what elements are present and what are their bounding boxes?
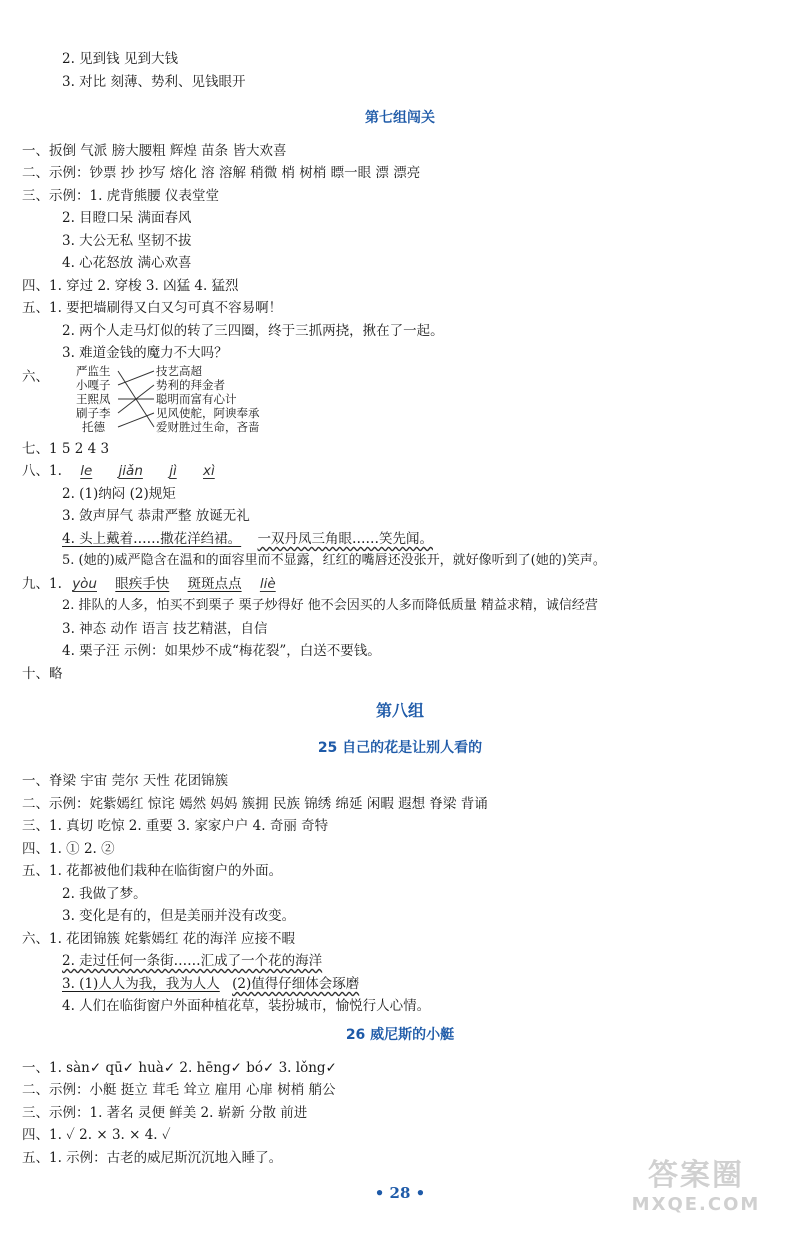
answer-line: 十、略 <box>22 666 63 682</box>
lesson-heading: 26 威尼斯的小艇 <box>345 1027 455 1043</box>
answer-line: 4. 人们在临街窗户外面种植花草，装扮城市，愉悦行人心情。 <box>62 998 431 1014</box>
match-left-item: 托德 <box>82 420 105 434</box>
answer-line: 三、1. 真切 吃惊 2. 重要 3. 家家户户 4. 奇丽 奇特 <box>22 818 329 834</box>
match-left-item: 王熙凤 <box>76 392 111 406</box>
answer-line: 4. 心花怒放 满心欢喜 <box>62 255 192 271</box>
answer-line: 二、示例：姹紫嫣红 惊诧 嫣然 妈妈 簇拥 民族 锦绣 绵延 闲暇 遐想 脊梁 背诵 <box>22 796 488 812</box>
underlined-text: 3. (1)人人为我，我为人人 <box>62 976 220 992</box>
answer-line: 3. 变化是有的，但是美丽并没有改变。 <box>62 908 296 924</box>
site-watermark <box>606 1150 786 1226</box>
watermark-text: 答案圈 <box>648 1158 744 1193</box>
answer-line: 2. 两个人走马灯似的转了三四圈，终于三抓两挠，揪在了一起。 <box>62 323 444 339</box>
item-prefix: 八、1. <box>22 463 62 479</box>
answer-line: 七、1 5 2 4 3 <box>22 441 110 457</box>
answer-line <box>22 575 276 593</box>
pinyin-answer: xì <box>203 463 215 479</box>
wavy-underlined-text: 一双丹凤三角眼……笑先闻。 <box>257 531 433 547</box>
group-heading: 第八组 <box>375 701 424 720</box>
answer-line: 一、1. sàn✓ qū✓ huà✓ 2. hēng✓ bó✓ 3. lǒng✓ <box>22 1060 337 1076</box>
watermark-text: MXQE.COM <box>631 1194 761 1215</box>
pinyin-answer: jiǎn <box>118 463 143 479</box>
answer-line: 3. 大公无私 坚韧不拔 <box>62 233 192 249</box>
match-right-item: 势利的拜金者 <box>156 378 225 392</box>
lesson-heading: 25 自己的花是让别人看的 <box>317 740 483 756</box>
answer-line: 二、示例：小艇 挺立 茸毛 耸立 雇用 心扉 树梢 艄公 <box>22 1082 336 1098</box>
answer-line: 一、脊梁 宇宙 莞尔 天性 花团锦簇 <box>22 773 229 789</box>
match-left-item: 小嘎子 <box>76 378 111 392</box>
pinyin-answer: jì <box>169 463 177 479</box>
page-number: • 28 • <box>374 1184 426 1202</box>
matching-lines <box>116 364 158 436</box>
match-right-item: 爱财胜过生命，吝啬 <box>156 420 260 434</box>
answer-line: 2. (1)纳闷 (2)规矩 <box>62 486 176 502</box>
answer-line: 四、1. ✓ 2. × 3. × 4. ✓ <box>22 1127 171 1143</box>
match-right-item: 聪明而富有心计 <box>156 392 237 406</box>
answer-line: 六、1. 花团锦簇 姹紫嫣红 花的海洋 应接不暇 <box>22 931 296 947</box>
match-left-item: 刷子李 <box>76 406 111 420</box>
matching-diagram <box>70 364 270 436</box>
word-answer: 眼疾手快 <box>115 576 170 592</box>
answer-line: 四、1. ① 2. ② <box>22 841 115 857</box>
answer-line: 3. 对比 刻薄、势利、见钱眼开 <box>62 74 246 90</box>
wavy-underlined-text: 2. 走过任何一条街……汇成了一个花的海洋 <box>62 953 323 969</box>
answer-line: 3. 难道金钱的魔力不大吗？ <box>62 345 228 361</box>
answer-line <box>62 952 322 970</box>
answer-line: 3. 神态 动作 语言 技艺精湛，自信 <box>62 621 268 637</box>
answer-line: 五、1. 要把墙刷得又白又匀可真不容易啊！ <box>22 300 283 316</box>
pinyin-answer: le <box>80 463 93 479</box>
pinyin-answer: yòu <box>72 576 97 592</box>
answer-line: 2. 排队的人多，怕买不到栗子 栗子炒得好 他不会因买的人多而降低质量 精益求精，诚信经营 <box>62 598 598 613</box>
answer-line: 2. 目瞪口呆 满面春风 <box>62 210 192 226</box>
answer-line: 四、1. 穿过 2. 穿梭 3. 凶猛 4. 猛烈 <box>22 278 239 294</box>
section-heading: 第七组闯关 <box>365 110 435 126</box>
match-right-item: 技艺高超 <box>156 364 202 378</box>
wavy-underlined-text: (2)值得仔细体会琢磨 <box>232 976 360 992</box>
answer-line: 五、1. 花都被他们栽种在临街窗户的外面。 <box>22 863 283 879</box>
word-answer: 斑斑点点 <box>187 576 242 592</box>
item-prefix: 九、1. <box>22 576 62 592</box>
answer-line: 5. (她的)威严隐含在温和的面容里而不显露，红红的嘴唇还没张开，就好像听到了(她的)笑声。 <box>62 553 606 568</box>
answer-line: 4. 栗子汪 示例：如果炒不成“梅花裂”，白送不要钱。 <box>62 643 381 659</box>
answer-line <box>62 975 359 993</box>
answer-line: 2. 我做了梦。 <box>62 886 147 902</box>
answer-line: 三、示例：1. 著名 灵便 鲜美 2. 崭新 分散 前进 <box>22 1105 308 1121</box>
answer-line: 2. 见到钱 见到大钱 <box>62 51 178 67</box>
pinyin-answer: liè <box>259 576 276 592</box>
answer-line: 3. 敛声屏气 恭肃严整 放诞无礼 <box>62 508 250 524</box>
answer-line: 二、示例：钞票 抄 抄写 熔化 溶 溶解 稍微 梢 树梢 瞟一眼 漂 漂亮 <box>22 165 421 181</box>
answer-line <box>62 530 433 548</box>
match-left-item: 严监生 <box>76 364 111 378</box>
answer-line <box>22 462 215 480</box>
underlined-text: 4. 头上戴着……撒花洋绉裙。 <box>62 531 242 547</box>
question-label: 六、 <box>22 369 49 385</box>
answer-line: 三、示例：1. 虎背熊腰 仪表堂堂 <box>22 188 219 204</box>
answer-line: 一、扳倒 气派 膀大腰粗 辉煌 苗条 皆大欢喜 <box>22 143 287 159</box>
match-right-item: 见风使舵，阿谀奉承 <box>156 406 260 420</box>
answer-line: 五、1. 示例：古老的威尼斯沉沉地入睡了。 <box>22 1150 283 1166</box>
